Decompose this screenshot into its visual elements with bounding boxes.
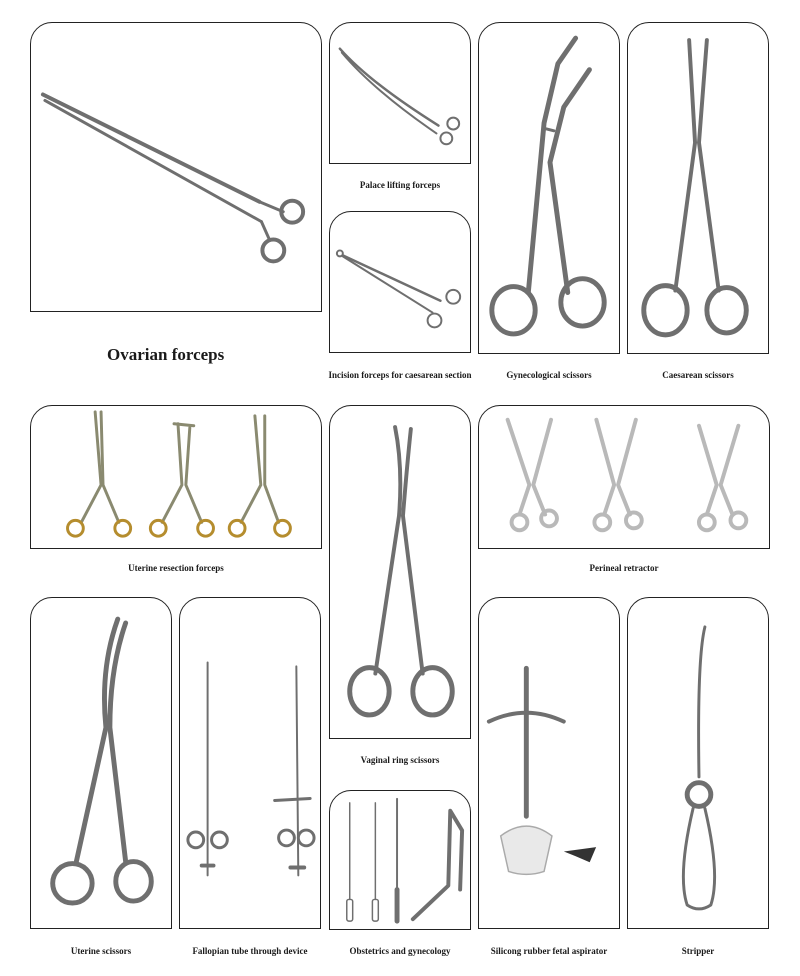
scissors-icon	[31, 598, 171, 928]
caption-stripper: Stripper	[681, 946, 715, 956]
panel-incision-forceps	[329, 211, 471, 353]
caption-fetal-aspirator: Silicong rubber fetal aspirator	[490, 946, 608, 956]
panel-perineal-retractor	[478, 405, 770, 549]
panel-vaginal-ring-scissors	[329, 405, 471, 739]
forceps-icon	[330, 791, 470, 929]
panel-stripper	[627, 597, 769, 929]
panel-gynecological-scissors	[478, 22, 620, 354]
ovarian-forceps-icon	[31, 23, 321, 311]
panel-fallopian-tube-device	[179, 597, 321, 929]
stripper-icon	[628, 598, 768, 928]
caption-incision-forceps: Incision forceps for caesarean section	[328, 370, 472, 380]
caption-perineal-retractor: Perineal retractor	[589, 563, 659, 573]
retractor-icon	[479, 406, 769, 548]
panel-uterine-resection-forceps	[30, 405, 322, 549]
caption-obstetrics-gynecology: Obstetrics and gynecology	[349, 946, 451, 956]
aspirator-icon	[479, 598, 619, 928]
caption-palace-lifting-forceps: Palace lifting forceps	[359, 180, 441, 190]
caption-ovarian-forceps: Ovarian forceps	[107, 345, 225, 364]
caption-uterine-resection-forceps: Uterine resection forceps	[128, 563, 224, 573]
panel-ovarian-forceps	[30, 22, 322, 312]
forceps-icon	[330, 23, 470, 163]
forceps-icon	[330, 212, 470, 352]
scissors-icon	[628, 23, 768, 353]
scissors-icon	[330, 406, 470, 738]
caption-uterine-scissors: Uterine scissors	[70, 946, 132, 956]
panel-fetal-aspirator	[478, 597, 620, 929]
panel-caesarean-scissors	[627, 22, 769, 354]
scissors-icon	[479, 23, 619, 353]
caption-fallopian-tube-device: Fallopian tube through device	[192, 946, 308, 956]
forceps-icon	[180, 598, 320, 928]
panel-palace-lifting-forceps	[329, 22, 471, 164]
caption-caesarean-scissors: Caesarean scissors	[662, 370, 734, 380]
forceps-icon	[31, 406, 321, 548]
caption-gynecological-scissors: Gynecological scissors	[506, 370, 592, 380]
caption-vaginal-ring-scissors: Vaginal ring scissors	[360, 755, 440, 765]
panel-obstetrics-gynecology	[329, 790, 471, 930]
panel-uterine-scissors	[30, 597, 172, 929]
